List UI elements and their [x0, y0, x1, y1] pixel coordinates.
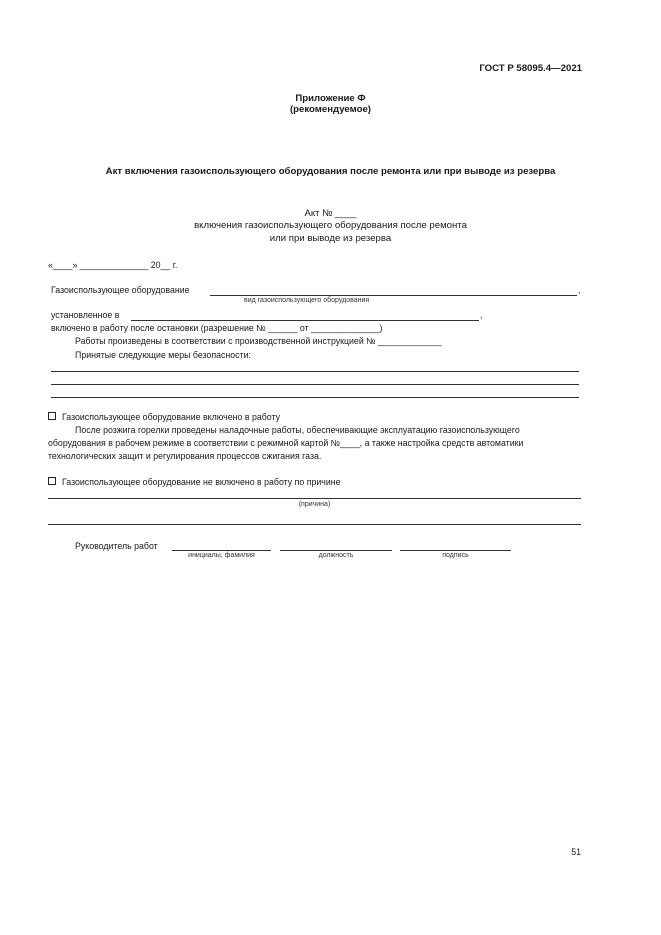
checkbox-not-enabled[interactable]: [48, 477, 56, 485]
safety-measures-line[interactable]: [51, 371, 579, 372]
safety-measures-line[interactable]: [51, 397, 579, 398]
reason-input-line-2[interactable]: [48, 524, 581, 525]
option-enabled-paragraph-line2: оборудования в рабочем режиме в соответствии с режимной картой №____, а также настройка средств автоматики: [48, 438, 524, 448]
signature-sign-caption: подпись: [442, 552, 469, 559]
signature-position-caption: должность: [318, 552, 354, 559]
act-number: Акт № ____: [304, 208, 357, 219]
document-title: Акт включения газоиспользующего оборудования после ремонта или при выводе из резерва: [105, 166, 556, 177]
option-enabled-label: Газоиспользующее оборудование включено в работу: [62, 412, 280, 422]
safety-measures-line[interactable]: [51, 384, 579, 385]
reason-input-line[interactable]: [48, 498, 581, 499]
signature-position-line[interactable]: [280, 550, 392, 551]
option-enabled-paragraph-line3: технологических защит и регулирования процессов сжигания газа.: [48, 451, 322, 461]
option-enabled[interactable]: [48, 412, 280, 422]
comma: ,: [578, 285, 581, 295]
equipment-caption: вид газоиспользующего оборудования: [244, 297, 370, 304]
reason-caption: (причина): [298, 501, 331, 508]
comma: ,: [480, 310, 483, 320]
installed-label: установленное в: [51, 310, 120, 320]
checkbox-enabled[interactable]: [48, 412, 56, 420]
enabled-after-stop-line: включено в работу после остановки (разрешение № ______ от ______________): [51, 323, 383, 333]
equipment-input-line[interactable]: [210, 295, 577, 296]
installed-input-line[interactable]: [131, 320, 479, 321]
date-line: «____» ______________ 20__ г.: [48, 260, 178, 270]
act-subtitle-line1: включения газоиспользующего оборудования после ремонта: [194, 220, 467, 231]
signature-name-caption: инициалы, фамилия: [188, 552, 255, 559]
option-enabled-paragraph-line1: После розжига горелки проведены наладочные работы, обеспечивающие эксплуатацию газоиспользующего: [75, 425, 520, 435]
works-instruction-line: Работы произведены в соответствии с производственной инструкцией № _____________: [75, 336, 442, 346]
signature-label: Руководитель работ: [75, 541, 158, 551]
act-subtitle-line2: или при выводе из резерва: [269, 233, 392, 244]
signature-sign-line[interactable]: [400, 550, 511, 551]
option-not-enabled-label: Газоиспользующее оборудование не включено в работу по причине: [62, 477, 341, 487]
safety-measures-label: Принятые следующие меры безопасности:: [75, 350, 251, 360]
signature-name-line[interactable]: [172, 550, 271, 551]
appendix-title: Приложение Ф: [295, 93, 366, 104]
standard-number: ГОСТ Р 58095.4—2021: [479, 63, 582, 74]
appendix-status: (рекомендуемое): [289, 104, 371, 115]
option-not-enabled[interactable]: [48, 477, 341, 487]
page-number: 51: [571, 847, 581, 857]
equipment-label: Газоиспользующее оборудование: [51, 285, 190, 295]
